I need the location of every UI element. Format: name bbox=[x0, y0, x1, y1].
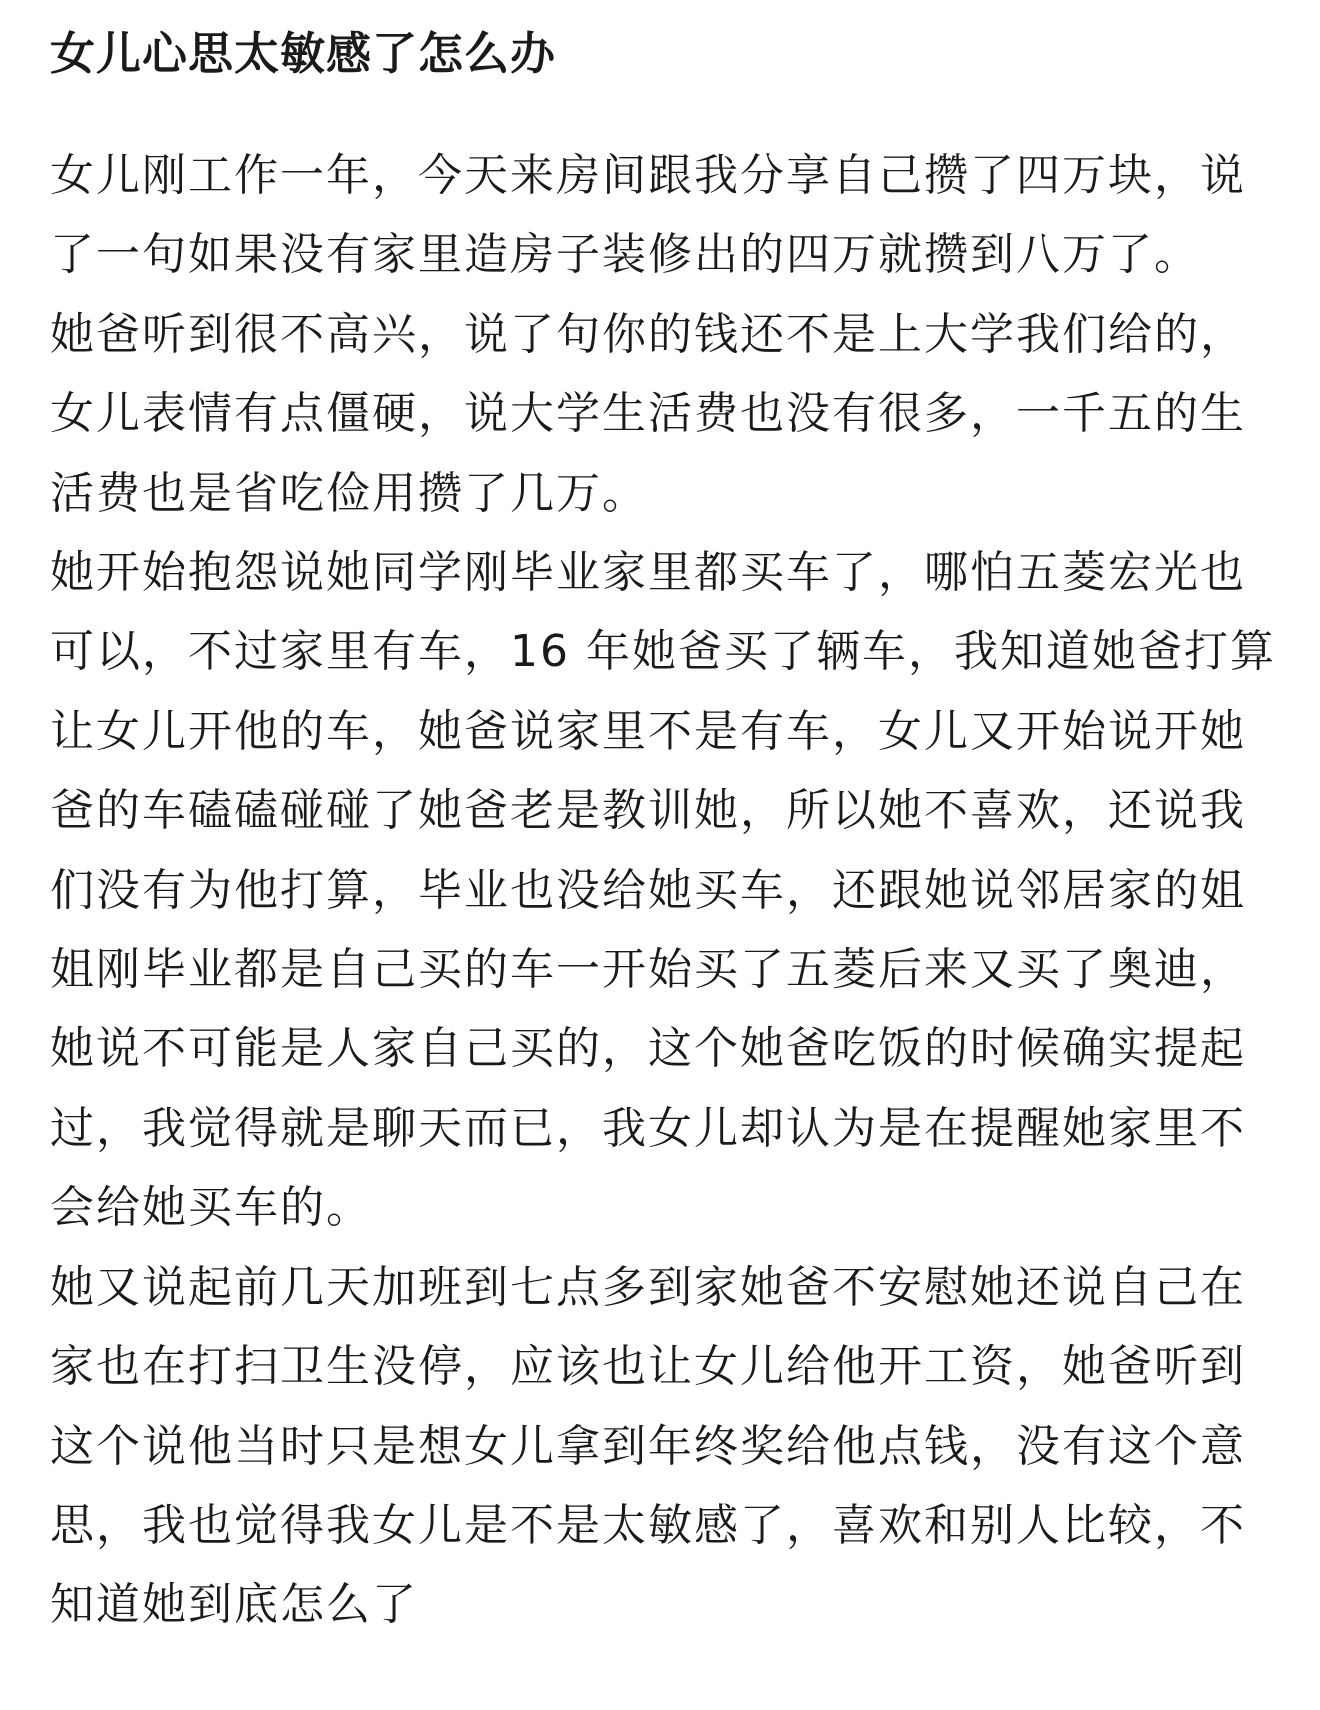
post-paragraph-4: 她又说起前几天加班到七点多到家她爸不安慰她还说自己在家也在打扫卫生没停，应该也让女儿给他开工资，她爸听到这个说他当时只是想女儿拿到年终奖给他点钱，没有这个意思，我也觉得我女儿是不是太敏感了，喜欢和别人比较，不知道她到底怎么了 bbox=[50, 1261, 1246, 1631]
post-paragraph-1: 女儿刚工作一年，今天来房间跟我分享自己攒了四万块，说了一句如果没有家里造房子装修出的四万就攒到八万了。 bbox=[50, 150, 1246, 281]
post bbox=[50, 18, 1280, 1645]
post-title: 女儿心思太敏感了怎么办 bbox=[50, 27, 557, 80]
post-paragraph-2: 她爸听到很不高兴，说了句你的钱还不是上大学我们给的，女儿表情有点僵硬，说大学生活费也没有很多，一千五的生活费也是省吃俭用攒了几万。 bbox=[50, 308, 1246, 519]
post-paragraph-3: 她开始抱怨说她同学刚毕业家里都买车了，哪怕五菱宏光也可以，不过家里有车，16 年她爸买了辆车，我知道她爸打算让女儿开他的车，她爸说家里不是有车，女儿又开始说开她爸的车磕磕碰碰了她爸老是教训她，所以她不喜欢，还说我们没有为他打算，毕业也没给她买车，还跟她说邻居家的姐姐刚毕业都是自己买的车一开始买了五菱后来又买了奥迪，她说不可能是人家自己买的，这个她爸吃饭的时候确实提起过，我觉得就是聊天而已，我女儿却认为是在提醒她家里不会给她买车的。 bbox=[50, 547, 1276, 1234]
post-body bbox=[50, 136, 1280, 1645]
